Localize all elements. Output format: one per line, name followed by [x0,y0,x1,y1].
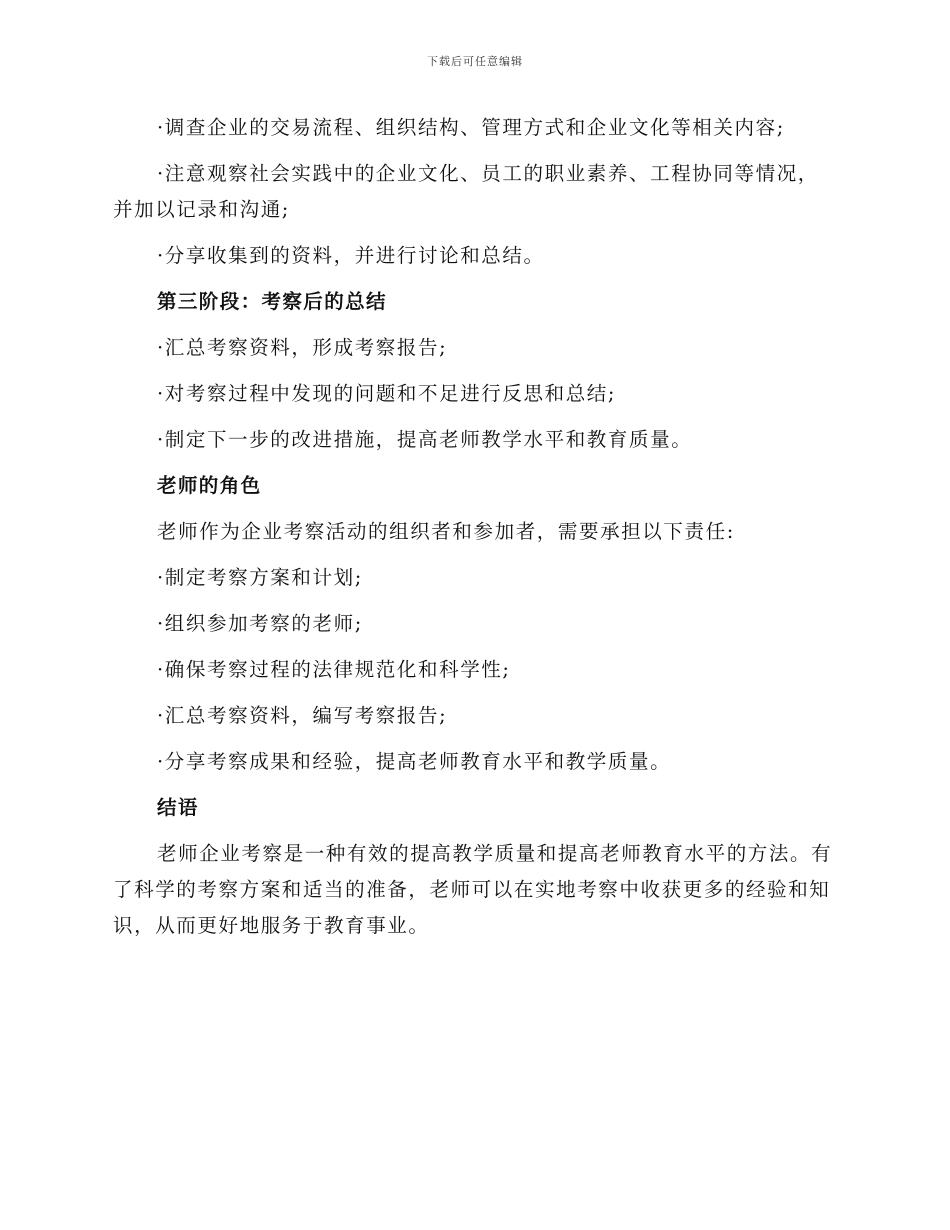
bullet-item: ·调查企业的交易流程、组织结构、管理方式和企业文化等相关内容; [157,116,785,139]
section-heading: 老师的角色 [157,474,262,497]
bullet-item: ·组织参加考察的老师; [157,612,363,635]
section-heading: 结语 [157,796,199,819]
bullet-item: ·确保考察过程的法律规范化和科学性; [157,658,511,681]
document-body [113,110,835,954]
bullet-item: ·分享考察成果和经验，提高老师教育水平和教学质量。 [157,750,672,773]
bullet-item: ·分享收集到的资料，并进行讨论和总结。 [157,244,545,267]
paragraph: 老师作为企业考察活动的组织者和参加者，需要承担以下责任: [157,520,735,543]
bullet-item: ·汇总考察资料，形成考察报告; [157,336,448,359]
bullet-item: ·汇总考察资料，编写考察报告; [157,704,448,727]
bullet-item: ·注意观察社会实践中的企业文化、员工的职业素养、工程协同等情况，并加以记录和沟通; [113,162,819,221]
bullet-item: ·制定下一步的改进措施，提高老师教学水平和教育质量。 [157,428,693,451]
bullet-item: ·对考察过程中发现的问题和不足进行反思和总结; [157,382,617,405]
bullet-item: ·制定考察方案和计划; [157,566,363,589]
paragraph: 老师企业考察是一种有效的提高教学质量和提高老师教育水平的方法。有了科学的考察方案和适当的准备，老师可以在实地考察中收获更多的经验和知识，从而更好地服务于教育事业。 [113,842,833,937]
section-heading: 第三阶段：考察后的总结 [157,290,387,313]
page-header: 下载后可任意编辑 [427,55,523,68]
